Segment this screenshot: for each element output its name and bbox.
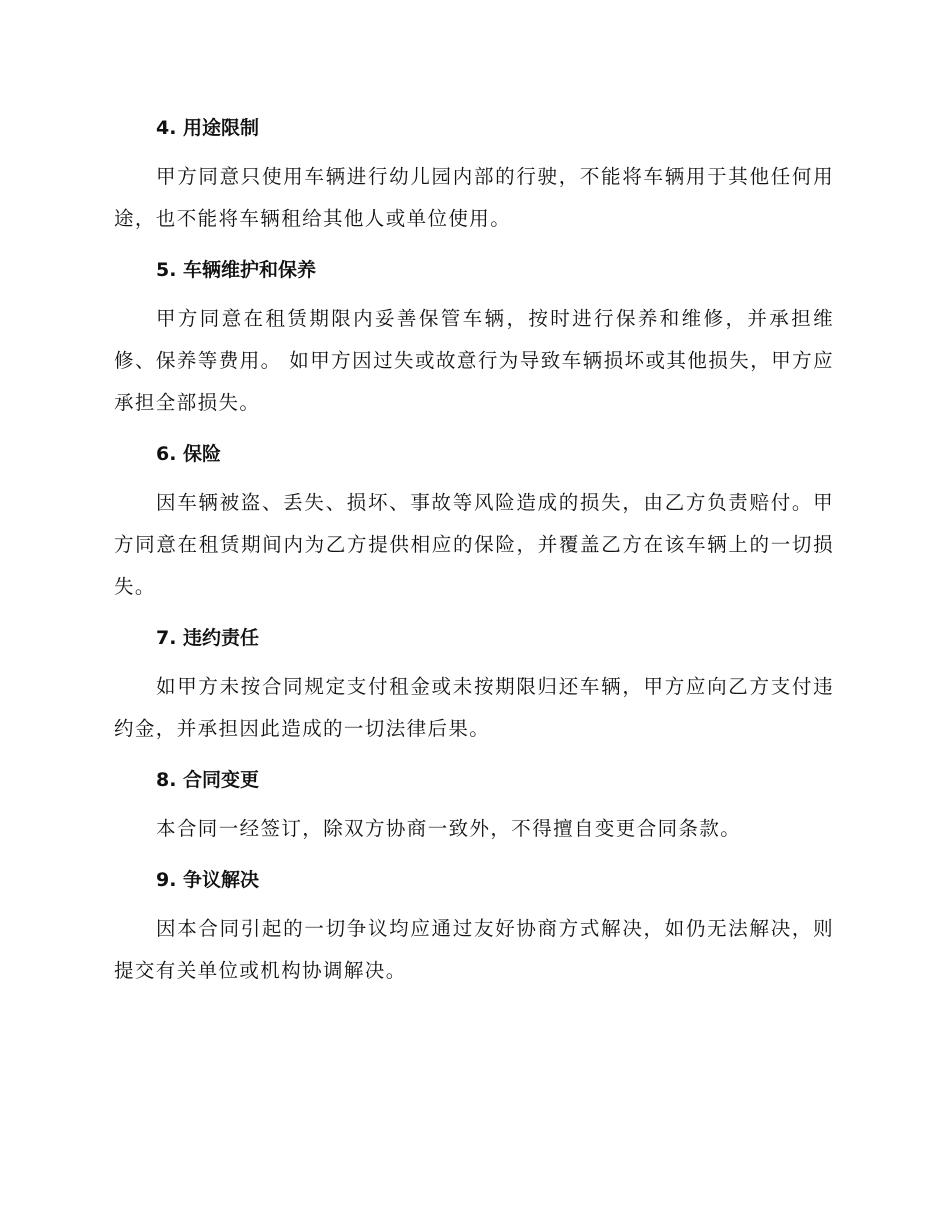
section-contract-change [114, 760, 834, 850]
section-heading: 7. 违约责任 [156, 627, 260, 649]
section-insurance [114, 434, 834, 608]
section-dispute-resolution [114, 860, 834, 992]
section-heading: 8. 合同变更 [156, 769, 260, 791]
section-heading: 6. 保险 [156, 443, 222, 465]
section-vehicle-maintenance [114, 250, 834, 424]
section-paragraph: 因车辆被盗、丢失、损坏、事故等风险造成的损失，由乙方负责赔付。甲方同意在租赁期间内为乙方提供相应的保险，并覆盖乙方在该车辆上的一切损失。 [114, 491, 834, 598]
section-usage-restriction [114, 108, 834, 240]
section-paragraph: 因本合同引起的一切争议均应通过友好协商方式解决，如仍无法解决，则提交有关单位或机构协调解决。 [114, 917, 834, 982]
document-body [114, 108, 834, 1002]
section-breach-liability [114, 618, 834, 750]
section-paragraph: 甲方同意只使用车辆进行幼儿园内部的行驶，不能将车辆用于其他任何用途，也不能将车辆租给其他人或单位使用。 [114, 165, 834, 230]
section-heading: 5. 车辆维护和保养 [156, 259, 317, 281]
section-paragraph: 本合同一经签订，除双方协商一致外，不得擅自变更合同条款。 [156, 817, 742, 840]
section-heading: 4. 用途限制 [156, 117, 260, 139]
section-heading: 9. 争议解决 [156, 869, 260, 891]
section-paragraph: 甲方同意在租赁期限内妥善保管车辆，按时进行保养和维修，并承担维修、保养等费用。 如甲方因过失或故意行为导致车辆损坏或其他损失，甲方应承担全部损失。 [114, 307, 834, 414]
section-paragraph: 如甲方未按合同规定支付租金或未按期限归还车辆，甲方应向乙方支付违约金，并承担因此造成的一切法律后果。 [114, 675, 834, 740]
